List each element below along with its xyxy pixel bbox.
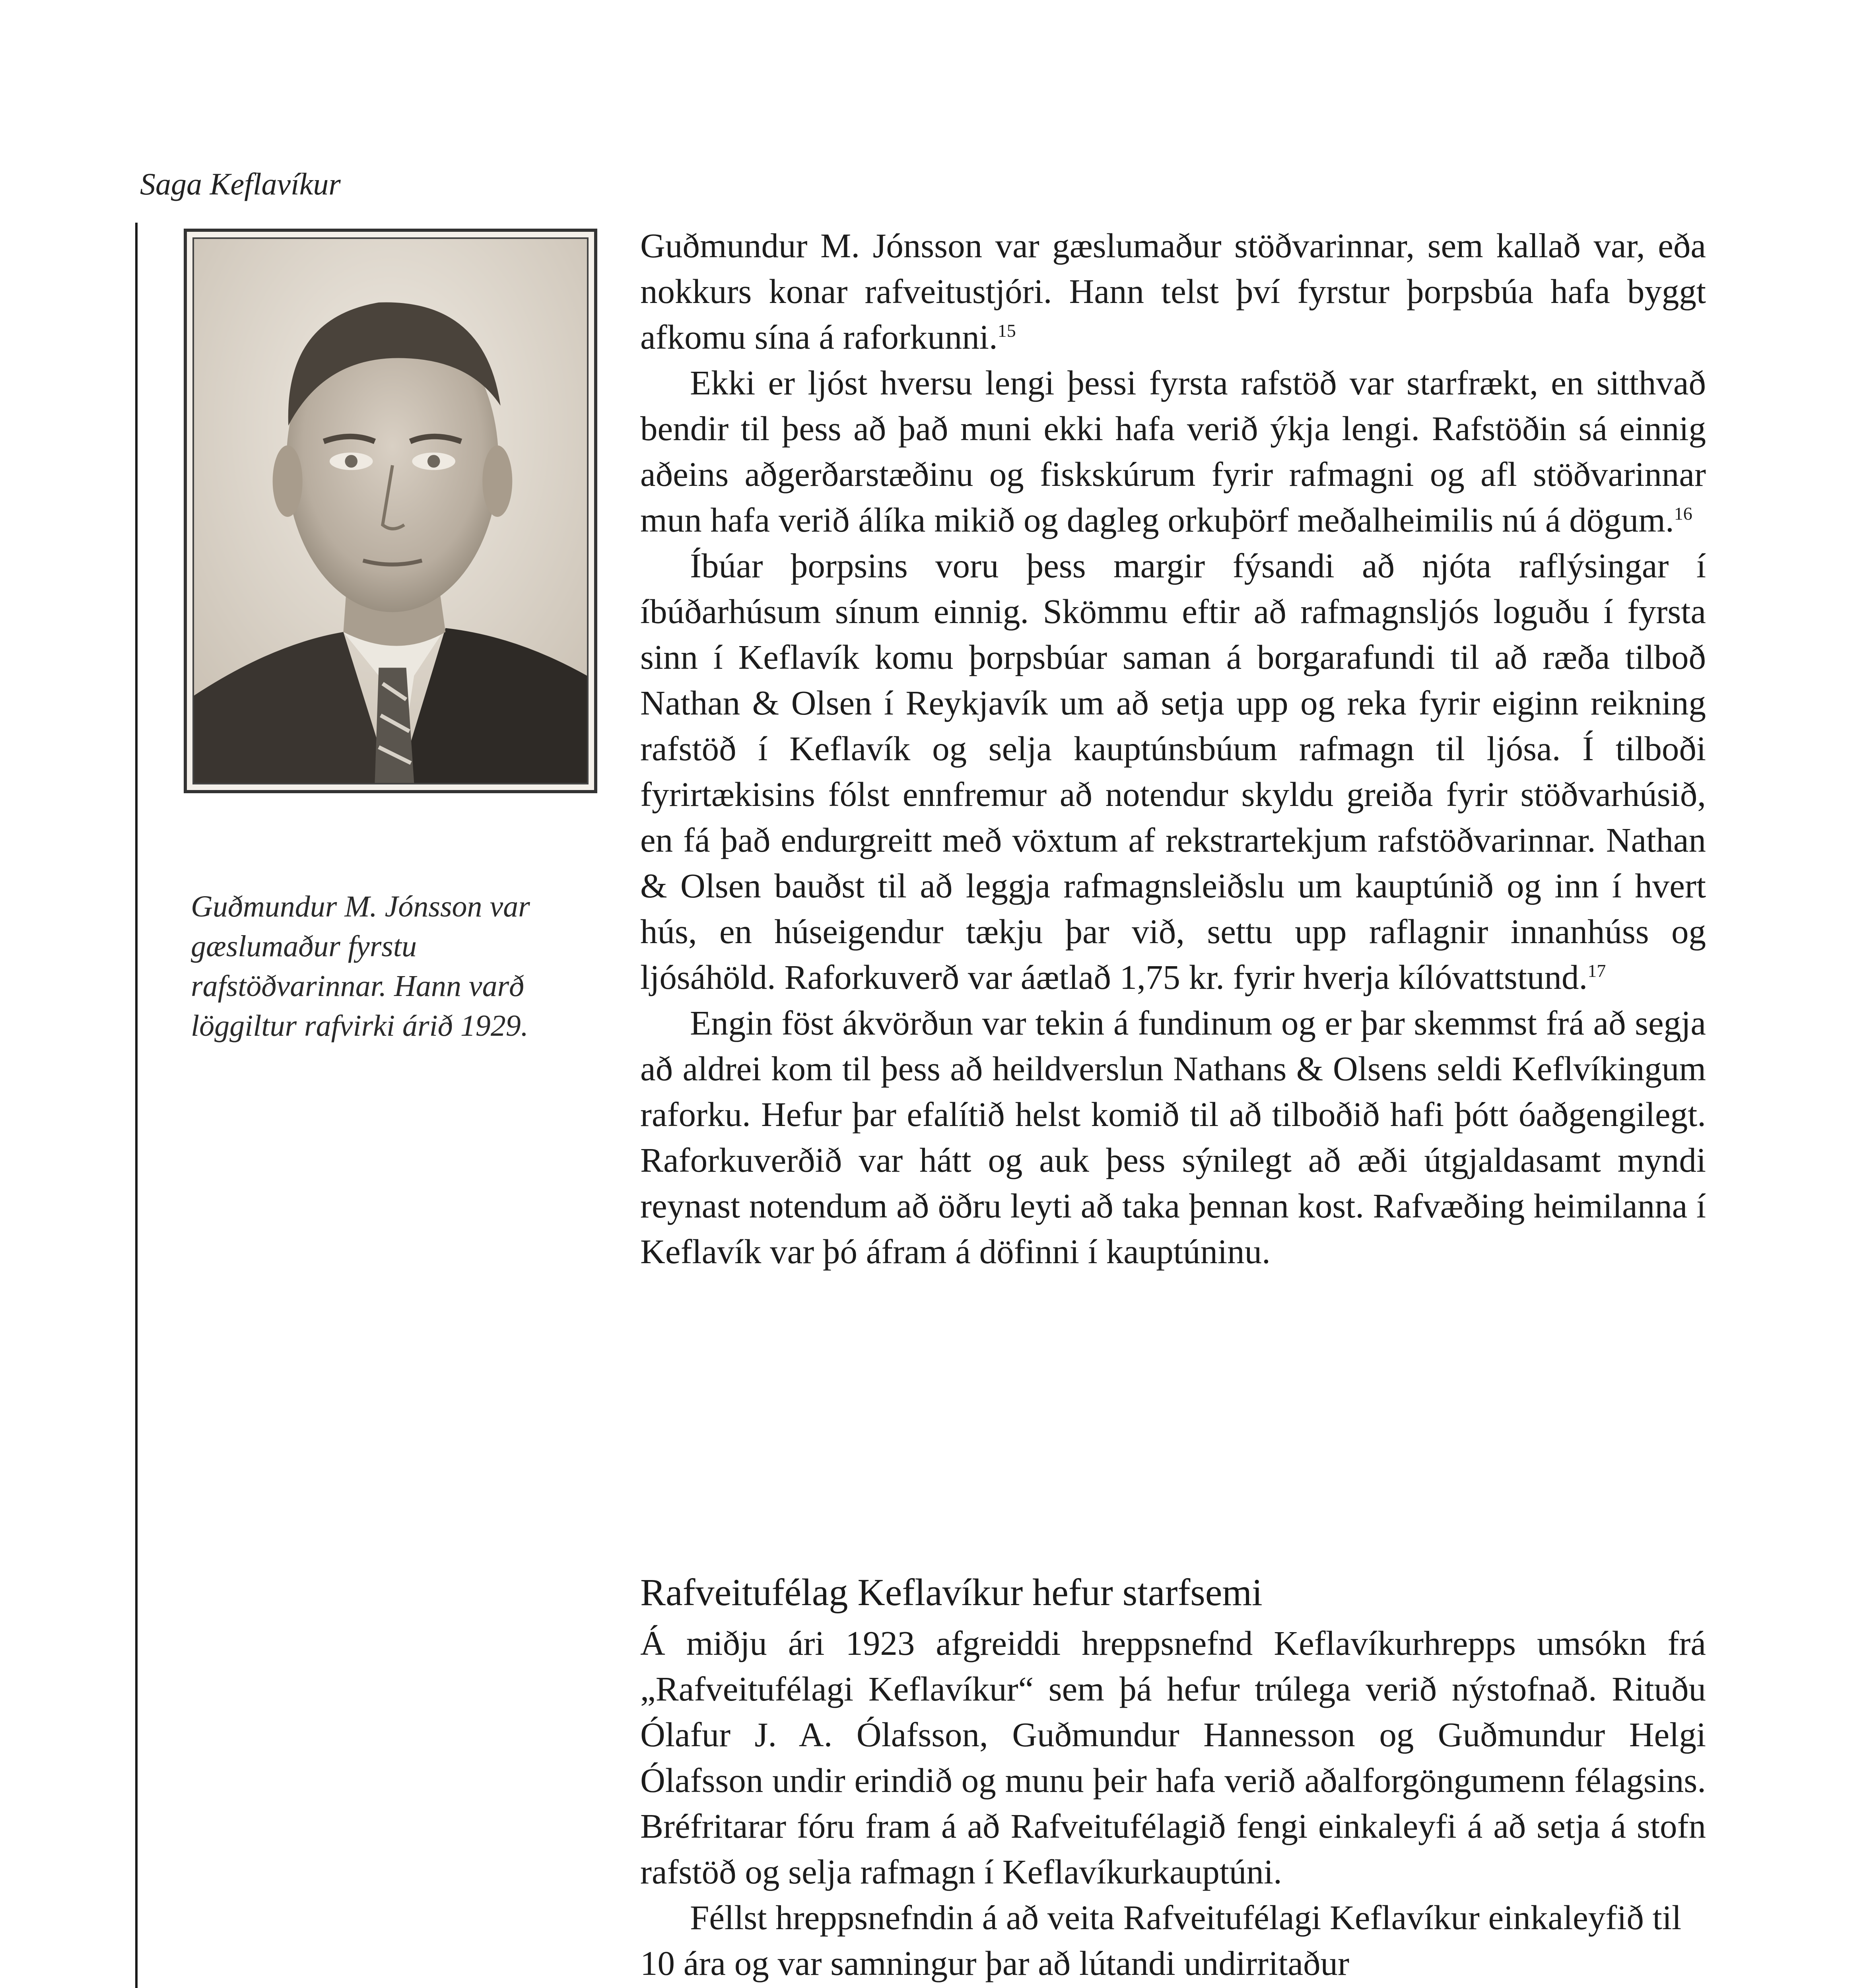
footnote-ref: 17 bbox=[1587, 961, 1606, 981]
paragraph bbox=[640, 1895, 1706, 1986]
paragraph-text: Guðmundur M. Jónsson var gæslumaður stöðvarinnar, sem kallað var, eða nokkurs konar rafveitustjóri. Hann telst því fyrstur þorpsbúa hafa byggt afkomu sína á raforkunni. bbox=[640, 226, 1706, 356]
portrait-photo bbox=[192, 237, 589, 784]
margin-rule bbox=[135, 223, 138, 1988]
footnote-ref: 16 bbox=[1674, 503, 1692, 524]
footnote-ref: 15 bbox=[997, 320, 1016, 341]
paragraph bbox=[640, 1620, 1706, 1895]
paragraph-text: Íbúar þorpsins voru þess margir fýsandi að njóta raflýsingar í íbúðarhúsum sínum einnig. Skömmu eftir að rafmagnsljós loguðu í fyrsta sinn í Keflavík komu þorpsbúar saman á borgarafundi til að ræða tilboð Nathan & Olsen í Reykjavík um að setja upp og reka fyrir eiginn reikning rafstöð í Keflavík og selja kauptúnsbúum rafmagn til ljósa. Í tilboði fyrirtækisins fólst ennfremur að notendur skyldu greiða fyrir stöðvarhúsið, en fá það endurgreitt með vöxtum af rekstrartekjum rafstöðvarinnar. Nathan & Olsen bauðst til að leggja rafmagnsleiðslu um kauptúnið og inn í hvert hús, en húseigendur tækju þar við, settu upp raflagnir innanhúss og ljósáhöld. Raforkuverð var áætlað 1,75 kr. fyrir hverja kílóvattstund. bbox=[640, 546, 1706, 996]
section-heading: Rafveitufélag Keflavíkur hefur starfsemi bbox=[640, 1571, 1263, 1613]
paragraph bbox=[640, 360, 1706, 543]
paragraph bbox=[640, 1000, 1706, 1274]
portrait-photo-frame bbox=[184, 229, 597, 793]
portrait-illustration bbox=[194, 239, 587, 783]
paragraph-text: Ekki er ljóst hversu lengi þessi fyrsta rafstöð var starfrækt, en sitthvað bendir til þess að það muni ekki hafa verið ýkja lengi. Rafstöðin sá einnig aðeins aðgerðarstæðinu og fiskskúrum fyrir rafmagni og afl stöðvarinnar mun hafa verið álíka mikið og dagleg orkuþörf meðalheimilis nú á dögum. bbox=[640, 363, 1706, 539]
paragraph-text: Féllst hreppsnefndin á að veita Rafveitufélagi Keflavíkur einkaleyfið til 10 ára og var samningur þar að lútandi undirritaður bbox=[640, 1898, 1682, 1982]
paragraph-text: Á miðju ári 1923 afgreiddi hreppsnefnd Keflavíkurhrepps umsókn frá „Rafveitufélagi Keflavíkur“ sem þá hefur trúlega verið nýstofnað. Rituðu Ólafur J. A. Ólafsson, Guðmundur Hannesson og Guðmundur Helgi Ólafsson undir erindið og munu þeir hafa verið aðalforgöngumenn félagsins. Bréfritarar fóru fram á að Rafveitufélagið fengi einkaleyfi á að setja á stofn rafstöð og selja rafmagn í Keflavíkurkauptúni. bbox=[640, 1624, 1706, 1891]
main-text-bottom bbox=[640, 1620, 1706, 1986]
photo-caption bbox=[191, 887, 600, 1046]
paragraph bbox=[640, 223, 1706, 360]
paragraph bbox=[640, 543, 1706, 1000]
caption-text: Guðmundur M. Jónsson var gæslumaður fyrstu rafstöðvarinnar. Hann varð löggiltur rafvirki árið 1929. bbox=[191, 890, 530, 1043]
running-head: Saga Keflavíkur bbox=[140, 167, 341, 201]
paragraph-text: Engin föst ákvörðun var tekin á fundinum og er þar skemmst frá að segja að aldrei kom til þess að heildverslun Nathans & Olsens seldi Keflvíkingum raforku. Hefur þar efalítið helst komið til að tilboðið hafi þótt óaðgengilegt. Raforkuverðið var hátt og auk þess sýnilegt að æði útgjaldasamt myndi reynast notendum að öðru leyti að taka þennan kost. Rafvæðing heimilanna í Keflavík var þó áfram á döfinni í kauptúninu. bbox=[640, 1004, 1706, 1271]
main-text-top bbox=[640, 223, 1706, 1274]
